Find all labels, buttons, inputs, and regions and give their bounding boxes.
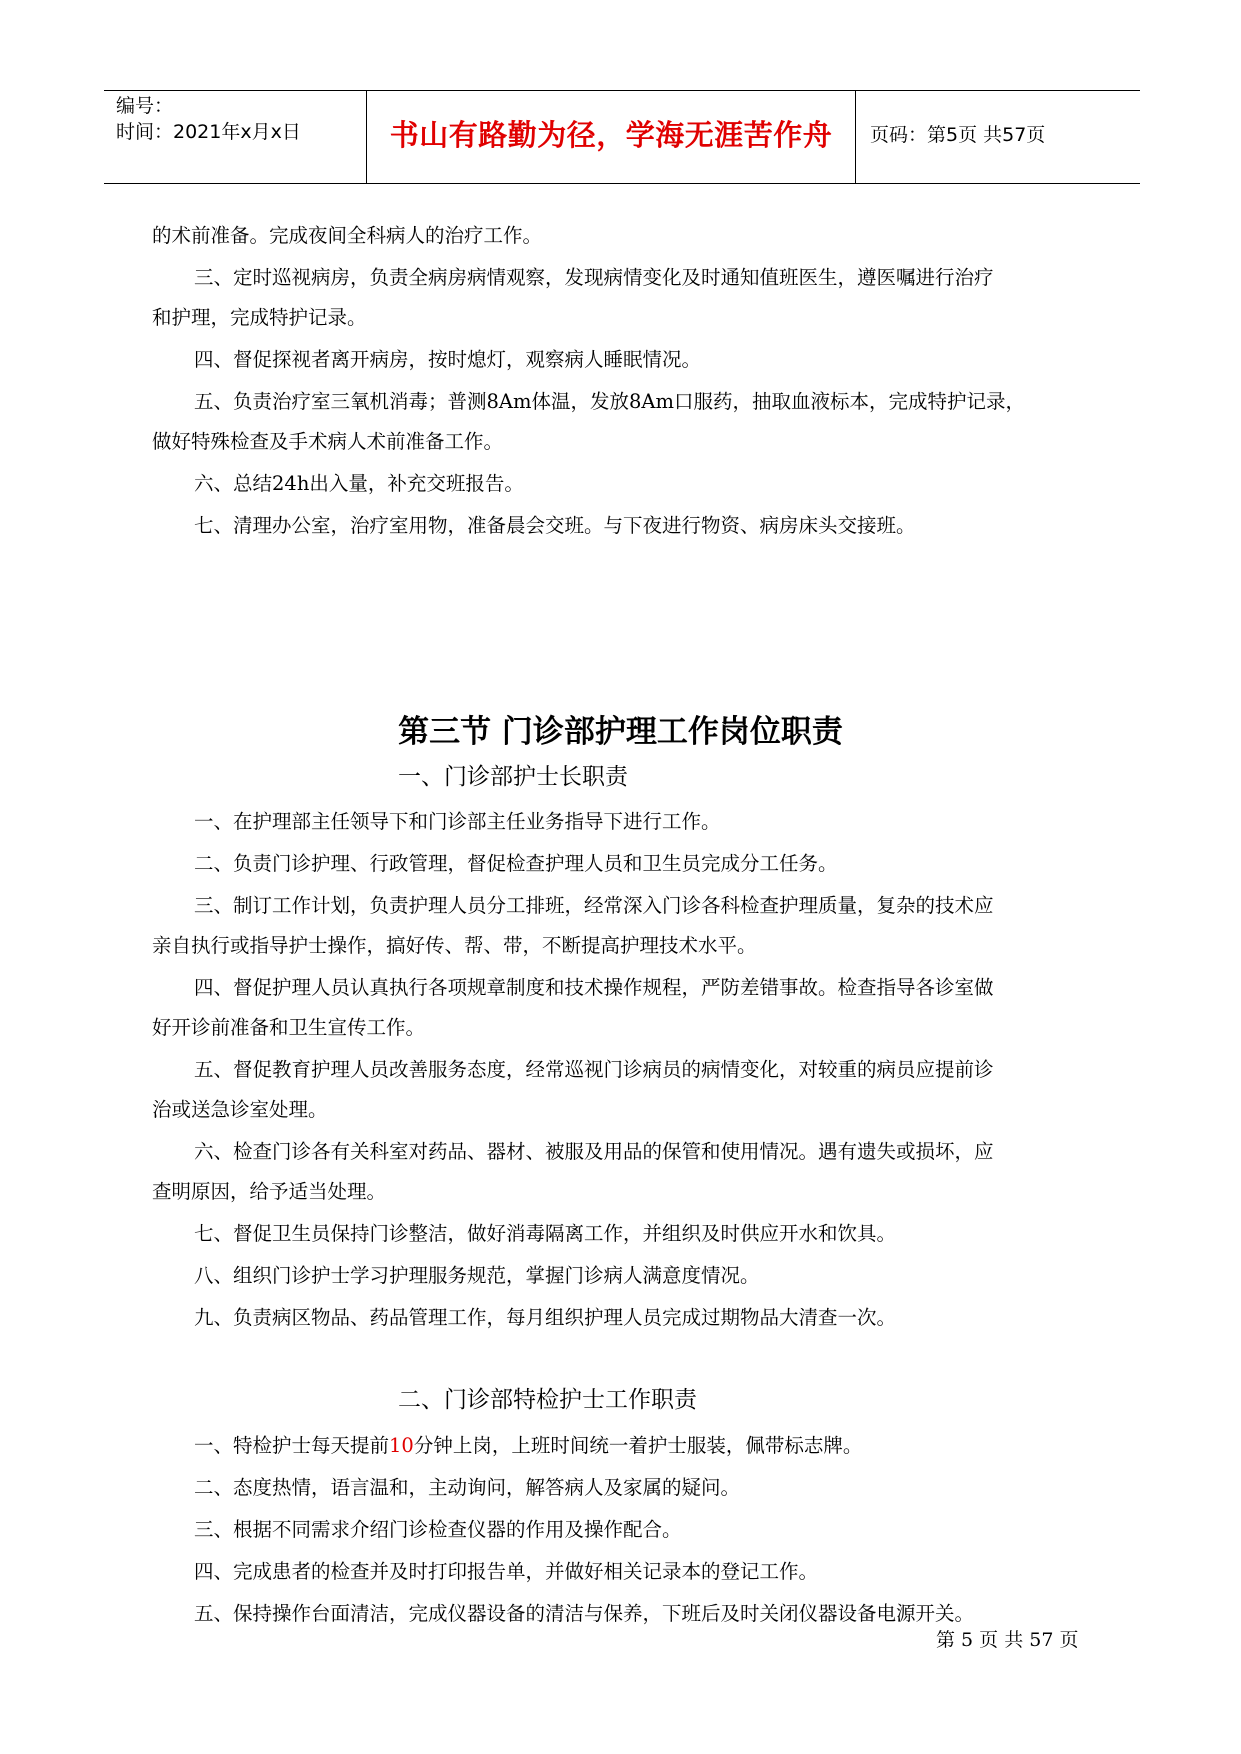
paragraph-line: 七、清理办公室，治疗室用物，准备晨会交班。与下夜进行物资、病房床头交接班。 — [194, 514, 916, 537]
line-text: 一、特检护士每天提前 — [194, 1434, 390, 1457]
header-page-cell — [856, 91, 1140, 183]
paragraph-line: 一、在护理部主任领导下和门诊部主任业务指导下进行工作。 — [194, 810, 721, 833]
paragraph-line: 二、态度热情，语言温和，主动询问，解答病人及家属的疑问。 — [194, 1476, 741, 1499]
time-label: 时间：2021年x月x日 — [116, 121, 301, 143]
paragraph-line: 五、督促教育护理人员改善服务态度，经常巡视门诊病员的病情变化，对较重的病员应提前诊 — [194, 1058, 994, 1081]
paragraph-line: 三、根据不同需求介绍门诊检查仪器的作用及操作配合。 — [194, 1518, 682, 1541]
serial-label: 编号： — [116, 95, 174, 117]
paragraph-line: 亲自执行或指导护士操作，搞好传、帮、带，不断提高护理技术水平。 — [152, 934, 757, 957]
paragraph-line: 四、督促护理人员认真执行各项规章制度和技术操作规程，严防差错事故。检查指导各诊室做 — [194, 976, 994, 999]
paragraph-line: 三、定时巡视病房，负责全病房病情观察，发现病情变化及时通知值班医生，遵医嘱进行治疗 — [194, 266, 994, 289]
subsection-title: 二、门诊部特检护士工作职责 — [398, 1387, 697, 1413]
paragraph-line: 好开诊前准备和卫生宣传工作。 — [152, 1016, 426, 1039]
paragraph-line — [194, 1431, 1094, 1461]
page-footer: 第 5 页 共 57 页 — [936, 1629, 1079, 1651]
paragraph-line: 二、负责门诊护理、行政管理，督促检查护理人员和卫生员完成分工任务。 — [194, 852, 838, 875]
highlight-number: 10 — [389, 1434, 414, 1457]
document-header — [104, 90, 1140, 184]
paragraph-line: 查明原因，给予适当处理。 — [152, 1180, 387, 1203]
paragraph-line: 和护理，完成特护记录。 — [152, 306, 367, 329]
paragraph-line: 治或送急诊室处理。 — [152, 1098, 328, 1121]
paragraph-line: 六、检查门诊各有关科室对药品、器材、被服及用品的保管和使用情况。遇有遗失或损坏，应 — [194, 1140, 994, 1163]
paragraph-line: 七、督促卫生员保持门诊整洁，做好消毒隔离工作，并组织及时供应开水和饮具。 — [194, 1222, 897, 1245]
paragraph-line: 的术前准备。完成夜间全科病人的治疗工作。 — [152, 224, 543, 247]
paragraph-line: 三、制订工作计划，负责护理人员分工排班，经常深入门诊各科检查护理质量，复杂的技术应 — [194, 894, 994, 917]
paragraph-line: 九、负责病区物品、药品管理工作，每月组织护理人员完成过期物品大清查一次。 — [194, 1306, 897, 1329]
paragraph-line: 八、组织门诊护士学习护理服务规范，掌握门诊病人满意度情况。 — [194, 1264, 760, 1287]
page-label: 页码：第5页 共57页 — [870, 124, 1046, 146]
paragraph-line: 五、保持操作台面清洁，完成仪器设备的清洁与保养，下班后及时关闭仪器设备电源开关。 — [194, 1602, 975, 1625]
paragraph-line: 做好特殊检查及手术病人术前准备工作。 — [152, 430, 504, 453]
line-text: 分钟上岗，上班时间统一着护士服装，佩带标志牌。 — [413, 1434, 863, 1457]
paragraph-line: 五、负责治疗室三氧机消毒；普测8Am体温，发放8Am口服药，抽取血液标本，完成特护记录， — [194, 390, 1025, 413]
paragraph-line: 四、完成患者的检查并及时打印报告单，并做好相关记录本的登记工作。 — [194, 1560, 819, 1583]
motto: 书山有路勤为径，学海无涯苦作舟 — [389, 118, 833, 152]
header-motto-cell — [367, 91, 856, 183]
header-meta-cell — [104, 91, 367, 183]
paragraph-line: 四、督促探视者离开病房，按时熄灯，观察病人睡眠情况。 — [194, 348, 702, 371]
section-title: 第三节 门诊部护理工作岗位职责 — [398, 714, 843, 750]
subsection-title: 一、门诊部护士长职责 — [398, 764, 628, 790]
paragraph-line: 六、总结24h出入量，补充交班报告。 — [194, 472, 524, 495]
